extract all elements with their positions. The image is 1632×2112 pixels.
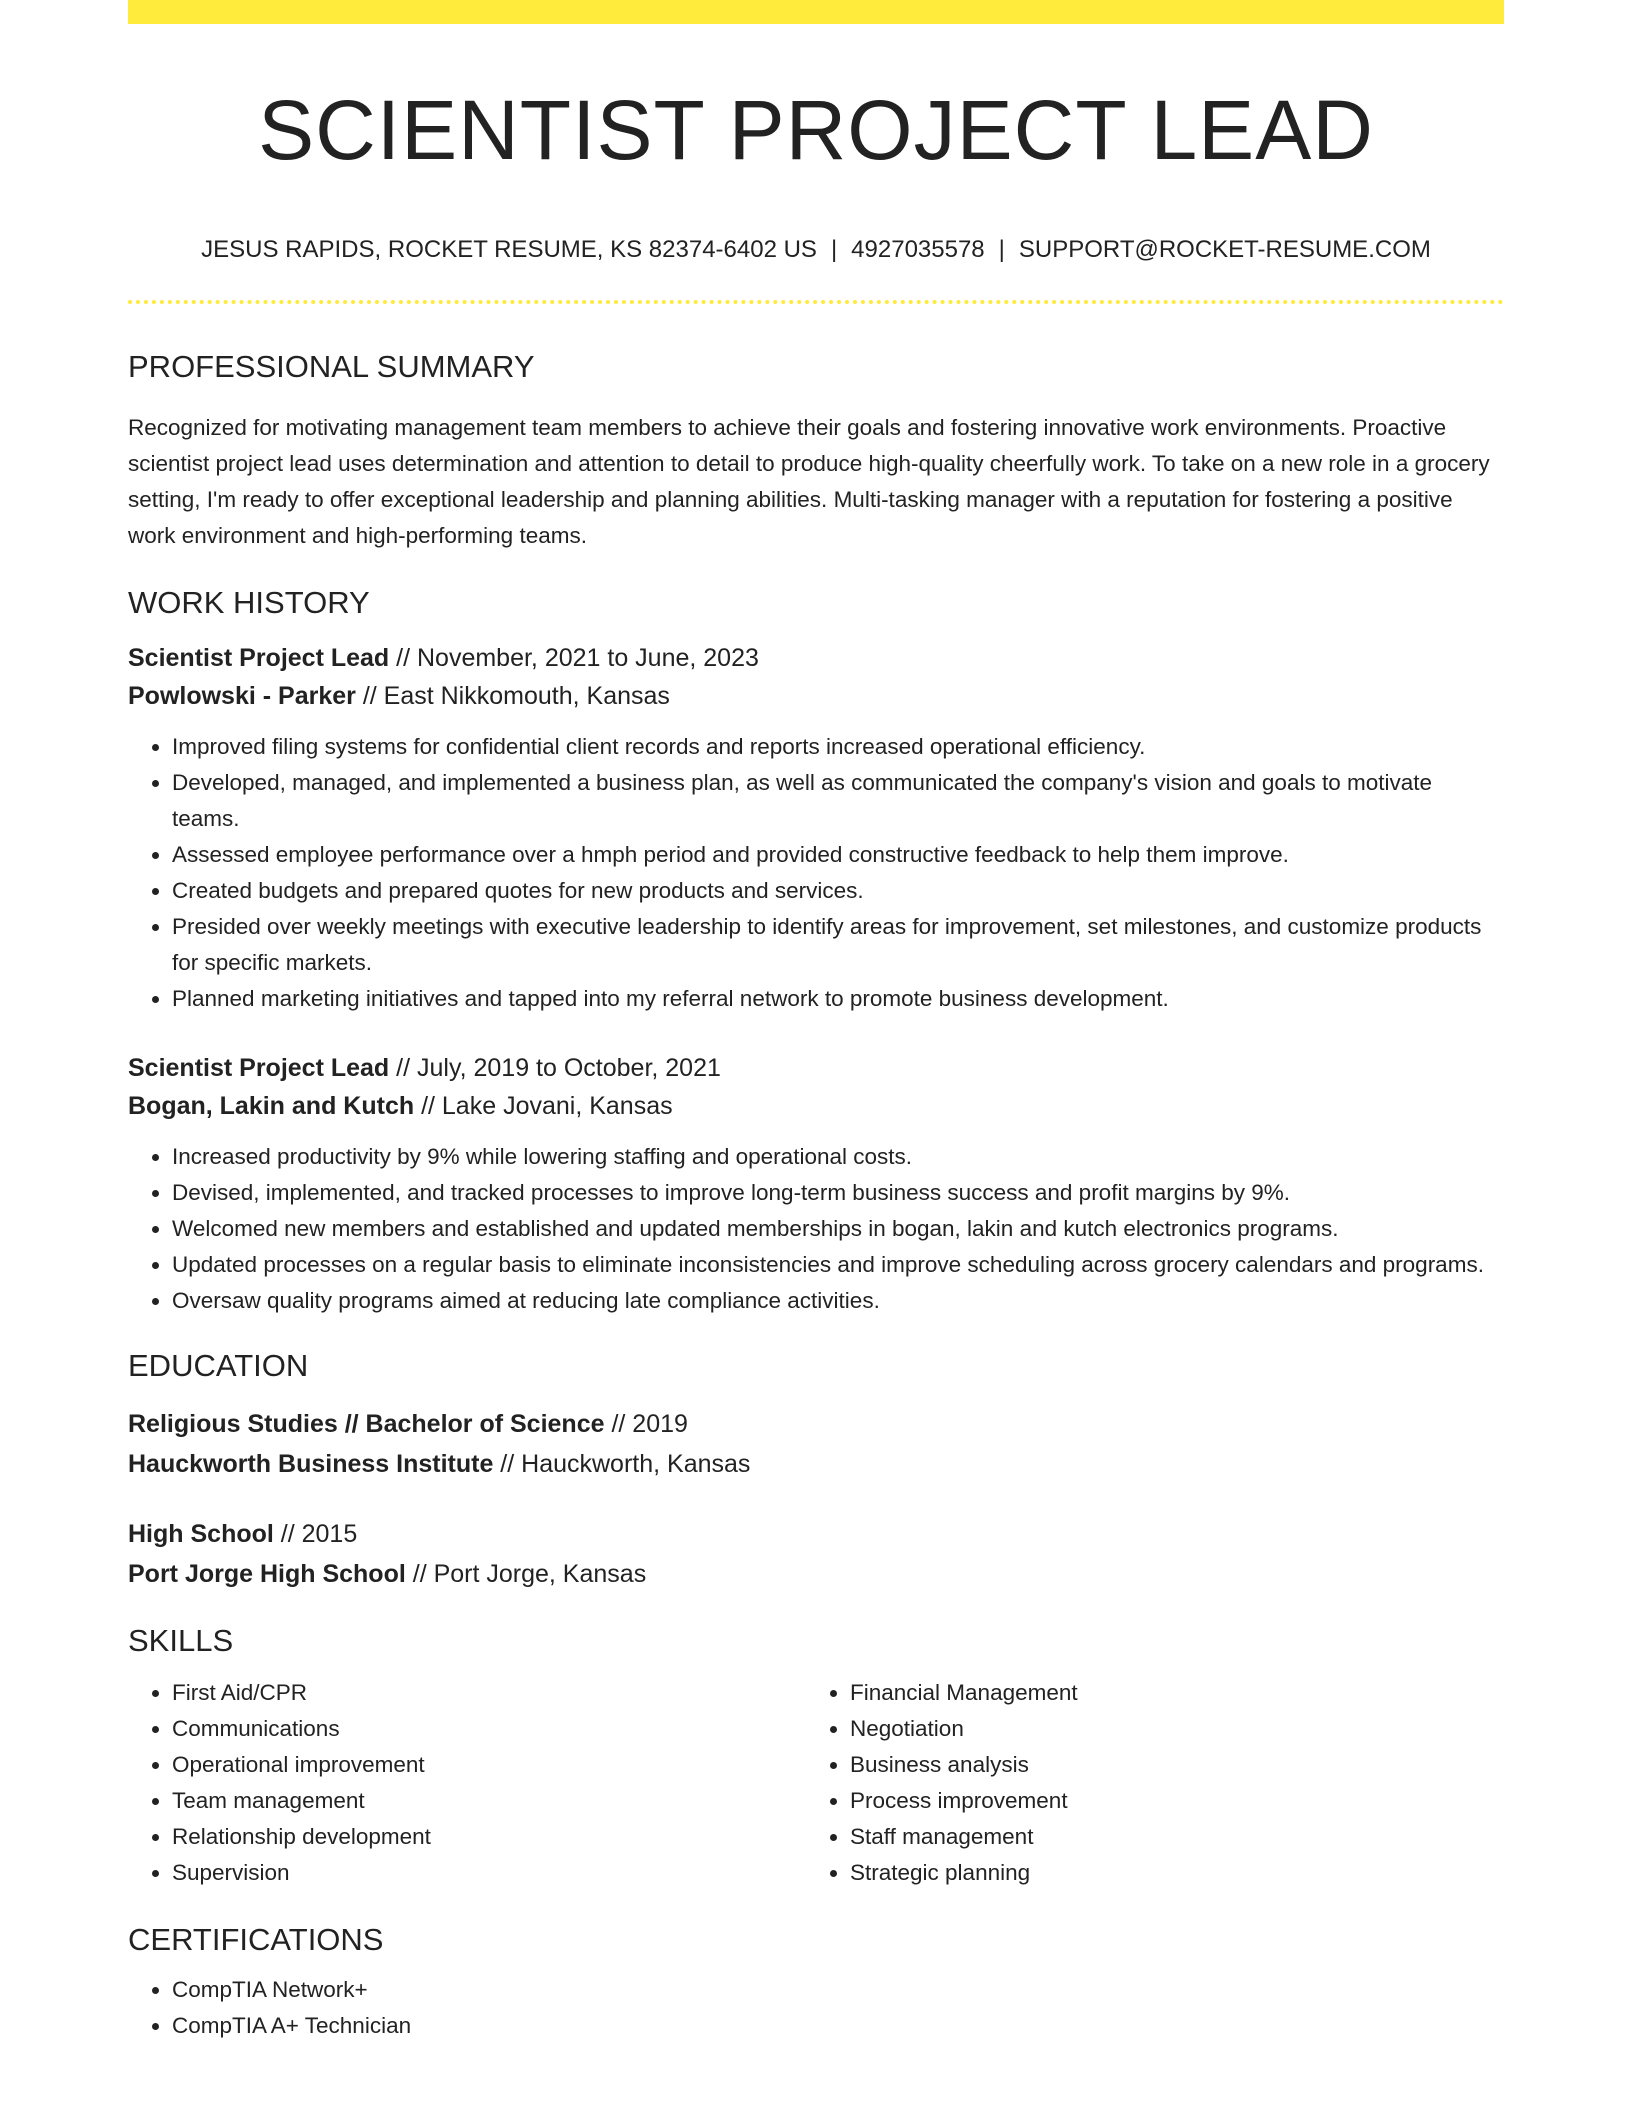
skills-heading: SKILLS — [128, 1622, 234, 1658]
accent-bar — [128, 0, 1504, 24]
skills-list — [806, 1675, 1484, 1891]
skill-item: • Strategic planning — [850, 1855, 1484, 1891]
education-location: // Port Jorge, Kansas — [405, 1559, 647, 1588]
job-entry — [128, 639, 1504, 1017]
job-duty: • Improved filing systems for confidential client records and reports increased operational efficiency. — [172, 729, 1504, 765]
job-duties — [128, 729, 1504, 1017]
education-degree-line — [128, 1514, 1504, 1554]
education-degree: High School — [128, 1519, 274, 1548]
contact-separator: | — [998, 236, 1005, 264]
work-history-heading: WORK HISTORY — [128, 584, 370, 620]
skill-item: • Supervision — [172, 1855, 806, 1891]
job-duties — [128, 1139, 1504, 1319]
skill-item: • Team management — [172, 1783, 806, 1819]
education-location: // Hauckworth, Kansas — [493, 1449, 751, 1478]
skill-item: • Relationship development — [172, 1819, 806, 1855]
job-duty: • Assessed employee performance over a hmph period and provided constructive feedback to help them improve. — [172, 837, 1504, 873]
skill-item: • Operational improvement — [172, 1747, 806, 1783]
resume-title: SCIENTIST PROJECT LEAD — [258, 83, 1374, 177]
job-entry — [128, 1049, 1504, 1319]
skill-item: • Business analysis — [850, 1747, 1484, 1783]
education-degree: Religious Studies // Bachelor of Science — [128, 1409, 605, 1438]
job-company-line — [128, 1087, 1504, 1125]
skill-item: • Staff management — [850, 1819, 1484, 1855]
job-company-line — [128, 677, 1504, 715]
certification-item: • CompTIA Network+ — [172, 1972, 1504, 2008]
contact-address: JESUS RAPIDS, ROCKET RESUME, KS 82374-6402 US — [201, 236, 817, 264]
education-school-line — [128, 1554, 1504, 1594]
job-duty: • Created budgets and prepared quotes for new products and services. — [172, 873, 1504, 909]
job-location: // East Nikkomouth, Kansas — [355, 681, 670, 710]
job-duty: • Presided over weekly meetings with executive leadership to identify areas for improvement, set milestones, and customize products for specific markets. — [172, 909, 1504, 981]
contact-phone: 4927035578 — [851, 236, 985, 264]
job-role: Scientist Project Lead — [128, 643, 390, 672]
education-year: // 2019 — [604, 1409, 688, 1438]
summary-text: Recognized for motivating management team members to achieve their goals and fostering innovative work environments. Proactive scientist project lead uses determination and attention to detail to produce high-quality cheerfully work. To take on a new role in a grocery setting, I'm ready to offer exceptional leadership and planning abilities. Multi-tasking manager with a reputation for fostering a positive work environment and high-performing teams. — [128, 414, 1490, 548]
job-duty: • Devised, implemented, and tracked processes to improve long-term business success and profit margins by 9%. — [172, 1175, 1504, 1211]
education-degree-line — [128, 1404, 1504, 1444]
education-entry — [128, 1514, 1504, 1594]
contact-email: SUPPORT@ROCKET-RESUME.COM — [1018, 236, 1431, 264]
certifications-heading: CERTIFICATIONS — [128, 1922, 384, 1958]
summary-heading: PROFESSIONAL SUMMARY — [128, 349, 535, 385]
job-dates: // November, 2021 to June, 2023 — [389, 643, 759, 672]
skills-grid — [128, 1675, 1504, 1891]
job-company: Powlowski - Parker — [128, 681, 356, 710]
job-duty: • Developed, managed, and implemented a business plan, as well as communicated the company's vision and goals to motivate teams. — [172, 765, 1504, 837]
contact-separator: | — [830, 236, 838, 264]
job-company: Bogan, Lakin and Kutch — [128, 1091, 415, 1120]
skill-item: • Process improvement — [850, 1783, 1484, 1819]
skills-list — [128, 1675, 806, 1891]
job-role-line — [128, 1049, 1504, 1087]
skill-item: • Negotiation — [850, 1711, 1484, 1747]
education-school: Hauckworth Business Institute — [128, 1449, 494, 1478]
education-school-line — [128, 1444, 1504, 1484]
certifications-list — [128, 1972, 1504, 2044]
skills-column-left — [128, 1675, 806, 1891]
job-location: // Lake Jovani, Kansas — [414, 1091, 673, 1120]
job-duty: • Updated processes on a regular basis to eliminate inconsistencies and improve scheduling across grocery calendars and programs. — [172, 1247, 1504, 1283]
contact-line — [128, 238, 1504, 262]
job-role-line — [128, 639, 1504, 677]
skills-column-right — [806, 1675, 1484, 1891]
education-school: Port Jorge High School — [128, 1559, 406, 1588]
skill-item: • Financial Management — [850, 1675, 1484, 1711]
job-duty: • Welcomed new members and established and updated memberships in bogan, lakin and kutch electronics programs. — [172, 1211, 1504, 1247]
education-entry — [128, 1404, 1504, 1484]
skill-item: • First Aid/CPR — [172, 1675, 806, 1711]
job-dates: // July, 2019 to October, 2021 — [389, 1053, 721, 1082]
education-year: // 2015 — [273, 1519, 358, 1548]
job-duty: • Increased productivity by 9% while lowering staffing and operational costs. — [172, 1139, 1504, 1175]
certification-item: • CompTIA A+ Technician — [172, 2008, 1504, 2044]
job-role: Scientist Project Lead — [128, 1053, 390, 1082]
job-duty: • Planned marketing initiatives and tapped into my referral network to promote business development. — [172, 981, 1504, 1017]
job-duty: • Oversaw quality programs aimed at reducing late compliance activities. — [172, 1283, 1504, 1319]
education-heading: EDUCATION — [128, 1347, 309, 1383]
dotted-divider — [128, 300, 1504, 304]
resume-page — [128, 0, 1504, 2044]
skill-item: • Communications — [172, 1711, 806, 1747]
